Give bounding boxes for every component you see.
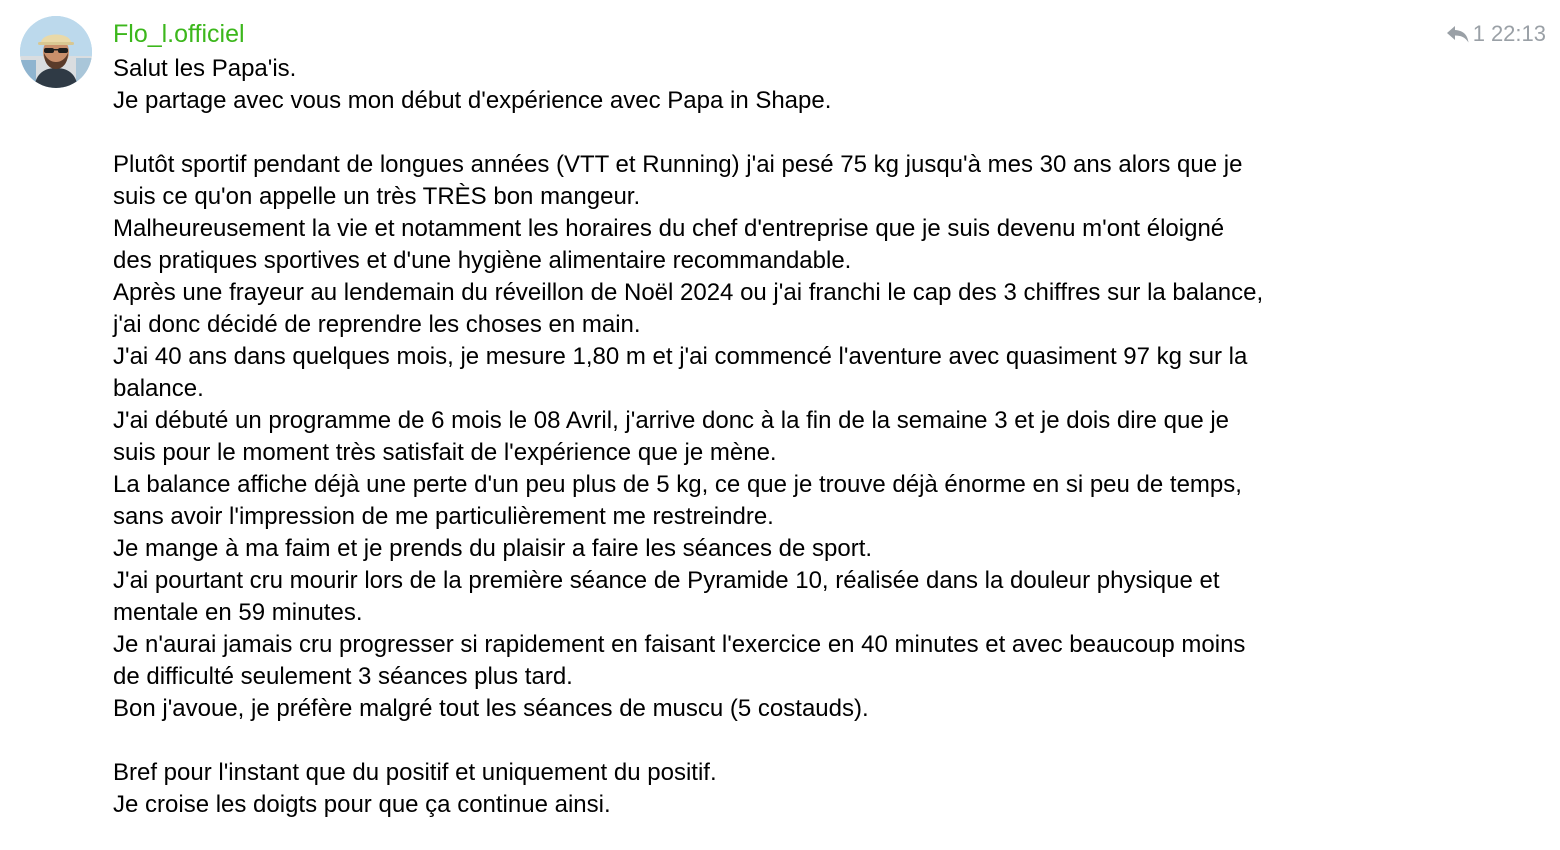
- message-line: Bref pour l'instant que du positif et uniquement du positif.: [113, 759, 717, 786]
- message-line: sans avoir l'impression de me particulièrement me restreindre.: [113, 503, 774, 530]
- message-line: J'ai pourtant cru mourir lors de la première séance de Pyramide 10, réalisée dans la douleur physique et: [113, 567, 1220, 594]
- avatar[interactable]: [20, 16, 92, 88]
- user-avatar-photo: [20, 16, 92, 88]
- message-line: balance.: [113, 375, 204, 402]
- message-line: suis ce qu'on appelle un très TRÈS bon mangeur.: [113, 183, 641, 210]
- author-name[interactable]: Flo_l.officiel: [113, 20, 245, 48]
- message-line: des pratiques sportives et d'une hygiène alimentaire recommandable.: [113, 247, 852, 274]
- reply-arrow-icon[interactable]: [1446, 24, 1470, 44]
- message-line: mentale en 59 minutes.: [113, 599, 363, 626]
- message-line: La balance affiche déjà une perte d'un peu plus de 5 kg, ce que je trouve déjà énorme en si peu de temps,: [113, 471, 1242, 498]
- message-time: 22:13: [1490, 21, 1546, 46]
- message-line: Après une frayeur au lendemain du réveillon de Noël 2024 ou j'ai franchi le cap des 3 chiffres sur la balance,: [113, 279, 1264, 306]
- message-line: Bon j'avoue, je préfère malgré tout les séances de muscu (5 costauds).: [113, 695, 869, 722]
- message-line: suis pour le moment très satisfait de l'expérience que je mène.: [113, 439, 777, 466]
- message-line: Je mange à ma faim et je prends du plaisir a faire les séances de sport.: [113, 535, 873, 562]
- message-line: de difficulté seulement 3 séances plus tard.: [113, 663, 573, 690]
- message-line: j'ai donc décidé de reprendre les choses en main.: [113, 311, 641, 338]
- message-line: [113, 725, 1433, 757]
- message-line: Je croise les doigts pour que ça continue ainsi.: [113, 791, 611, 818]
- message-meta: [1446, 19, 1546, 49]
- message-line: [113, 117, 1433, 149]
- message-line: J'ai débuté un programme de 6 mois le 08 Avril, j'arrive donc à la fin de la semaine 3 et je dois dire que je: [113, 407, 1230, 434]
- message-line: Je n'aurai jamais cru progresser si rapidement en faisant l'exercice en 40 minutes et avec beaucoup moins: [113, 631, 1246, 658]
- message-line: J'ai 40 ans dans quelques mois, je mesure 1,80 m et j'ai commencé l'aventure avec quasiment 97 kg sur la: [113, 343, 1248, 370]
- message-body: [113, 53, 1433, 821]
- message-line: Plutôt sportif pendant de longues années (VTT et Running) j'ai pesé 75 kg jusqu'à mes 30 ans alors que je: [113, 151, 1243, 178]
- message-line: Salut les Papa'is.: [113, 55, 297, 82]
- message-line: Malheureusement la vie et notamment les horaires du chef d'entreprise que je suis devenu m'ont éloigné: [113, 215, 1225, 242]
- reply-count[interactable]: 1: [1472, 21, 1485, 46]
- message-line: Je partage avec vous mon début d'expérience avec Papa in Shape.: [113, 87, 832, 114]
